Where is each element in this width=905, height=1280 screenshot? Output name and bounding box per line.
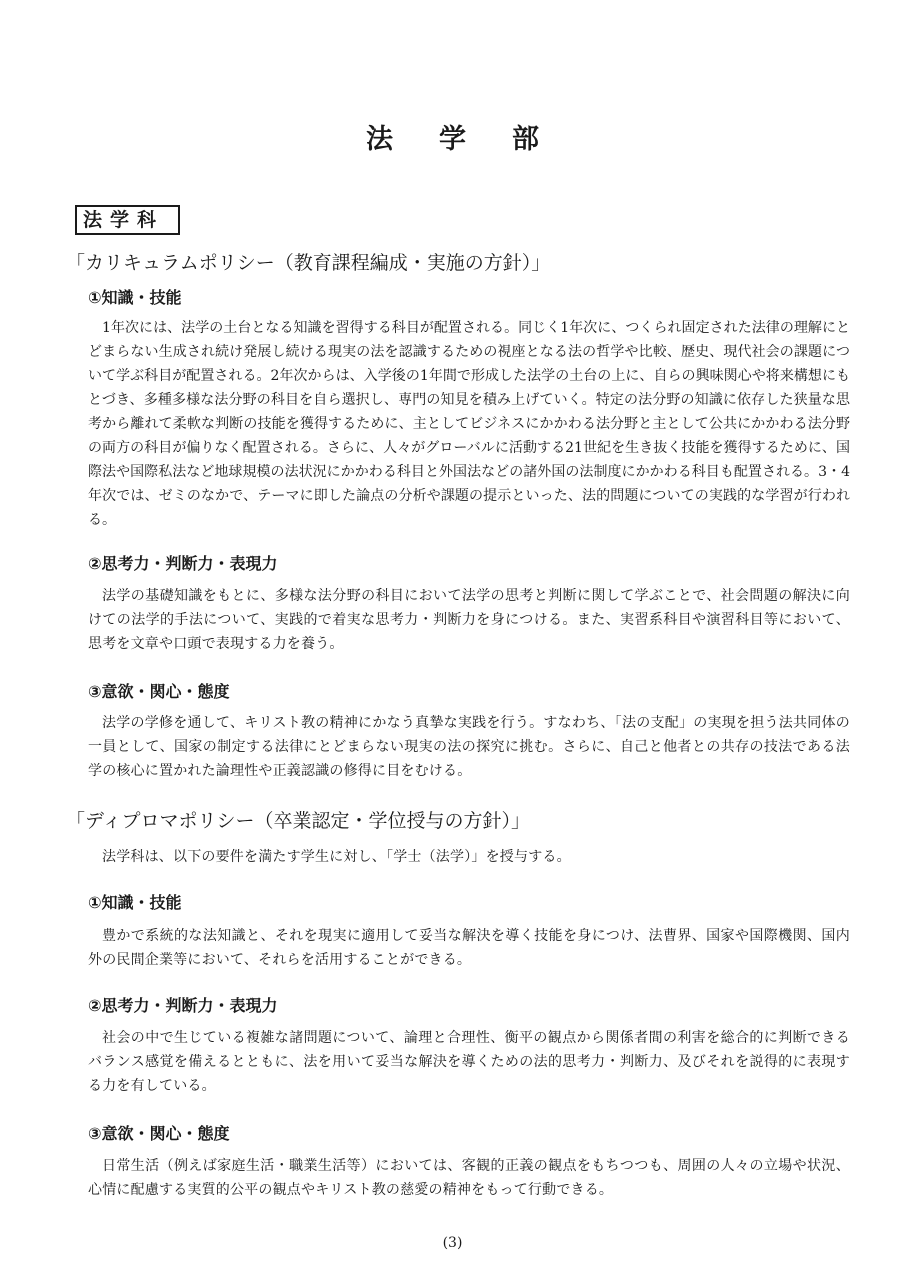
curriculum-knowledge-text: 1年次には、法学の土台となる知識を習得する科目が配置される。同じく1年次に、つくられ固定された法律の理解にとどまらない生成され続け発展し続ける現実の法を認識するための視座となる法の哲学や比較、歴史、現代社会の課題について学ぶ科目が配置される。2年次からは、入学後の1年間で形成した法学の土台の上に、自らの興味関心や将来構想にもとづき、多種多様な法分野の科目を自ら選択し、専門の知見を積み上げていく。特定の法分野の知識に依存した狭量な思考から離れて柔軟な判断の技能を獲得するために、主としてビジネスにかかわる法分野と主として公共にかかわる法分野の両方の科目が偏りなく配置される。さらに、人々がグローバルに活動する21世紀を生き抜く技能を獲得するために、国際法や国際私法など地球規模の法状況にかかわる科目と外国法などの諸外国の法制度にかかわる科目も配置される。3・4年次では、ゼミのなかで、テーマに即した論点の分析や課題の提示といった、法的問題についての実践的な学習が行われる。 (88, 320, 850, 528)
curriculum-policy-heading: 「カリキュラムポリシー（教育課程編成・実施の方針）」 (66, 252, 551, 274)
department-label: 法学科 (75, 205, 180, 235)
diploma-policy-heading: 「ディプロマポリシー（卒業認定・学位授与の方針）」 (66, 810, 530, 832)
curriculum-thinking-heading: ②思考力・判断力・表現力 (88, 554, 278, 573)
page-number: (3) (442, 1235, 463, 1251)
diploma-thinking-text: 社会の中で生じている複雑な諸問題について、論理と合理性、衡平の観点から関係者間の利害を総合的に判断できるバランス感覚を備えるとともに、法を用いて妥当な解決を導くための法的思考力・判断力、及びそれを説得的に表現する力を有している。 (88, 1030, 850, 1094)
diploma-attitude-heading: ③意欲・関心・態度 (88, 1124, 230, 1143)
faculty-title: 法学部 (366, 124, 585, 155)
curriculum-knowledge-heading: ①知識・技能 (88, 288, 182, 307)
curriculum-thinking-text: 法学の基礎知識をもとに、多様な法分野の科目において法学の思考と判断に関して学ぶことで、社会問題の解決に向けての法学的手法について、実践的で着実な思考力・判断力を身につける。また、実習系科目や演習科目等において、思考を文章や口頭で表現する力を養う。 (88, 588, 850, 652)
curriculum-attitude-text: 法学の学修を通して、キリスト教の精神にかなう真摯な実践を行う。すなわち、「法の支配」の実現を担う法共同体の一員として、国家の制定する法律にとどまらない現実の法の探究に挑む。さらに、自己と他者との共存の技法である法学の核心に置かれた論理性や正義認識の修得に目をむける。 (88, 715, 850, 779)
diploma-thinking-heading: ②思考力・判断力・表現力 (88, 996, 278, 1015)
diploma-knowledge-heading: ①知識・技能 (88, 893, 182, 912)
diploma-attitude-text: 日常生活（例えば家庭生活・職業生活等）においては、客観的正義の観点をもちつつも、周囲の人々の立場や状況、心情に配慮する実質的公平の観点やキリスト教の慈愛の精神をもって行動できる。 (88, 1158, 850, 1198)
curriculum-attitude-heading: ③意欲・関心・態度 (88, 682, 230, 701)
diploma-knowledge-text: 豊かで系統的な法知識と、それを現実に適用して妥当な解決を導く技能を身につけ、法曹界、国家や国際機関、国内外の民間企業等において、それらを活用することができる。 (88, 928, 850, 968)
diploma-intro-text: 法学科は、以下の要件を満たす学生に対し、「学士（法学）」を授与する。 (102, 849, 571, 865)
